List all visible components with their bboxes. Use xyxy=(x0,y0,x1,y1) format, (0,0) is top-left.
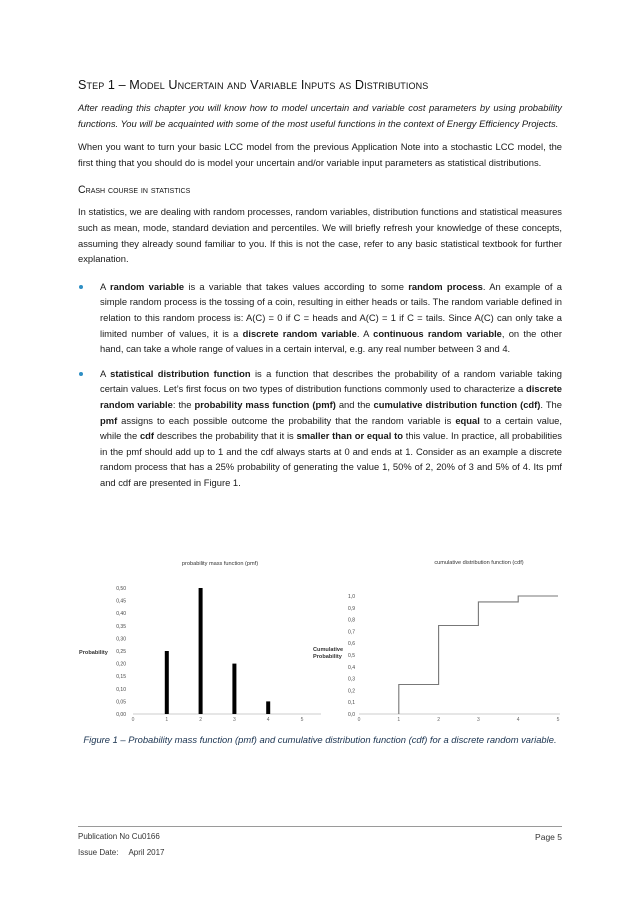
cdf-step-line xyxy=(399,596,558,714)
cdf-y-tick-label: 1,0 xyxy=(348,594,355,600)
pmf-x-tick-label: 0 xyxy=(131,717,135,723)
cdf-x-tick-label: 0 xyxy=(357,717,361,723)
pmf-y-tick-labels xyxy=(116,586,126,718)
pmf-y-tick-label: 0,45 xyxy=(116,598,126,605)
bullet-distribution-function: A statistical distribution function is a function that describes the probability of a random variable taking certain values. Let’s first focus on two types of distribution functions commonly used to characterize a discrete random variable: the probability mass function (pmf) and the cumulative distribution function (cdf). The pmf assigns to each possible outcome the probability that the random variable is equal to a certain value, while the cdf describes the probability that it is smaller than or equal to this value. In practice, all probabilities in the pmf should add up to 1 and the cdf always starts at 0 and ends at 1. Consider as an example a discrete random process that has a 25% probability of generating the value 1, 50% of 2, 20% of 3 and 5% of 4. Its pmf and cdf are presented in Figure 1. xyxy=(78,366,562,491)
cdf-y-axis-label-line1: Cumulative xyxy=(313,647,344,653)
pmf-x-tick-label: 2 xyxy=(199,717,202,723)
issue-date-value: April 2017 xyxy=(128,848,165,857)
statistics-paragraph: In statistics, we are dealing with random processes, random variables, distribution functions and statistical measures such as mean, mode, standard deviation and percentiles. We will briefly refresh your knowledge of these concepts, assuming they already sound familiar to you. If this is not the case, refer to any basic statistical textbook for further explanation. xyxy=(78,206,562,265)
cdf-y-tick-label: 0,1 xyxy=(348,700,355,707)
pmf-x-tick-labels xyxy=(132,717,304,723)
cdf-x-tick-label: 4 xyxy=(516,717,520,723)
cdf-y-tick-labels xyxy=(348,594,355,718)
page-content xyxy=(78,78,562,499)
term-pmf-short: pmf xyxy=(100,414,118,426)
pmf-y-axis-label: Probability xyxy=(79,650,108,656)
term-discrete-random-variable: discrete random variable xyxy=(100,383,562,410)
cdf-step-path xyxy=(399,596,558,714)
pmf-x-tick-label: 5 xyxy=(300,717,304,723)
pmf-bar xyxy=(199,588,203,714)
cdf-y-tick-label: 0,2 xyxy=(348,688,355,695)
pmf-x-tick-label: 3 xyxy=(233,717,236,723)
pmf-x-tick-label: 4 xyxy=(266,717,270,723)
pmf-chart-title: probability mass function (pmf) xyxy=(181,561,259,567)
pmf-y-tick-label: 0,25 xyxy=(116,649,126,655)
cdf-chart-title: cumulative distribution function (cdf) xyxy=(434,560,524,566)
pmf-y-tick-label: 0,20 xyxy=(116,661,126,668)
cdf-y-tick-label: 0,0 xyxy=(348,712,355,718)
pmf-chart xyxy=(79,561,321,723)
intro-paragraph: After reading this chapter you will know how to model uncertain and variable cost parameters by using probability functions. You will be acquainted with some of the most useful functions in the context of Energy Efficiency Projects. xyxy=(78,102,562,129)
term-discrete-random-variable: discrete random variable xyxy=(242,327,357,339)
cdf-y-tick-label: 0,9 xyxy=(348,605,355,612)
lead-paragraph: When you want to turn your basic LCC model from the previous Application Note into a stochastic LCC model, the first thing that you should do is model your uncertain and/or variable input parameters as statistical distributions. xyxy=(78,141,562,168)
cdf-x-tick-label: 3 xyxy=(477,717,480,723)
pmf-y-tick-label: 0,00 xyxy=(116,712,126,718)
cdf-x-tick-label: 2 xyxy=(437,717,440,723)
figure-caption: Figure 1 – Probability mass function (pmf) and cumulative distribution function (cdf) for a discrete random variable. xyxy=(83,734,557,745)
pmf-x-tick-label: 1 xyxy=(165,717,169,723)
pmf-y-tick-label: 0,50 xyxy=(116,586,126,592)
cdf-y-tick-label: 0,3 xyxy=(348,676,355,683)
term-distribution-function: statistical distribution function xyxy=(110,367,251,379)
pmf-bar xyxy=(232,664,236,714)
term-random-process: random process xyxy=(408,280,483,292)
bullet-random-variable: A random variable is a variable that takes values according to some random process. An example of a simple random process is the tossing of a coin, resulting in either heads or tails. The random variable defined in relation to this random process is: A(C) = 0 if C = heads and A(C) = 1 if C = tails. Since A(C) can only take a limited number of values, it is a discrete random variable. A continuous random variable, on the other hand, can take a whole range of values in a certain interval, e.g. any real number between 3 and 4. xyxy=(78,279,562,357)
cdf-chart xyxy=(313,560,560,723)
definition-list xyxy=(78,279,562,491)
cdf-y-tick-label: 0,6 xyxy=(348,641,355,648)
issue-date-row xyxy=(78,848,175,857)
cdf-y-axis-label-line2: Probability xyxy=(313,654,342,660)
term-equal: equal xyxy=(455,414,480,426)
figure-1 xyxy=(0,552,638,732)
bullet-icon xyxy=(79,372,83,376)
pmf-y-tick-label: 0,40 xyxy=(116,611,126,618)
pmf-bars xyxy=(165,588,270,714)
term-smaller-or-equal: smaller than or equal to xyxy=(296,430,403,442)
pmf-y-tick-label: 0,10 xyxy=(116,686,126,693)
term-continuous-random-variable: continuous random variable xyxy=(373,327,502,339)
cdf-x-tick-labels xyxy=(358,717,560,723)
pmf-y-tick-label: 0,05 xyxy=(116,699,126,706)
cdf-x-tick-label: 1 xyxy=(397,717,401,723)
pmf-bar xyxy=(165,651,169,714)
pmf-y-tick-label: 0,30 xyxy=(116,636,126,643)
pmf-bar xyxy=(266,701,270,714)
chapter-heading: Step 1 – Model Uncertain and Variable Inputs as Distributions xyxy=(78,78,429,92)
cdf-x-tick-label: 5 xyxy=(556,717,560,723)
cdf-y-tick-label: 0,7 xyxy=(348,629,355,636)
pmf-y-tick-label: 0,15 xyxy=(116,674,126,681)
pmf-y-tick-label: 0,35 xyxy=(116,623,126,630)
footer-divider xyxy=(78,826,562,827)
cdf-y-tick-label: 0,5 xyxy=(348,653,355,659)
page-number: Page 5 xyxy=(535,832,562,842)
cdf-y-tick-label: 0,8 xyxy=(348,617,355,624)
section-heading: Crash course in statistics xyxy=(78,184,191,197)
issue-date-label: Issue Date: xyxy=(78,848,119,857)
term-cdf-short: cdf xyxy=(139,430,155,442)
term-cdf: cumulative distribution function (cdf) xyxy=(373,398,541,410)
cdf-y-tick-label: 0,4 xyxy=(348,664,355,671)
term-random-variable: random variable xyxy=(110,280,185,292)
publication-number: Publication No Cu0166 xyxy=(78,832,160,841)
bullet-icon xyxy=(79,285,83,289)
term-pmf: probability mass function (pmf) xyxy=(194,398,336,410)
figure-charts xyxy=(0,552,638,732)
